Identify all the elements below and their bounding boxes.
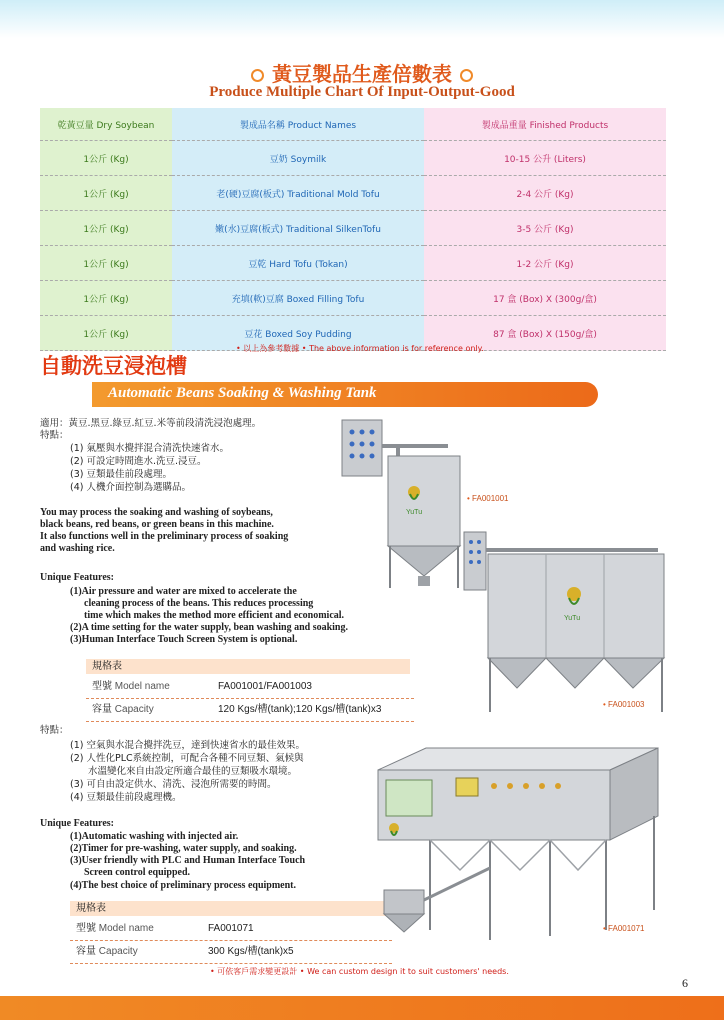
header-product-names: 製成品名稱 Product Names — [172, 108, 424, 141]
capacity-value: 120 Kgs/槽(tank);120 Kgs/槽(tank)x3 — [218, 704, 382, 715]
control-panel — [342, 420, 382, 476]
spec-row-model — [86, 676, 414, 699]
machine-logo-text: YuTu — [406, 509, 423, 516]
spec-label — [76, 941, 138, 963]
table-cell: 豆花 Boxed Soy Pudding — [172, 316, 424, 351]
table-row — [40, 211, 666, 246]
feature-item-en: (1)Automatic washing with injected air. — [70, 831, 239, 842]
bottom-band — [0, 996, 724, 1020]
spec-table-title: 規格表 — [70, 901, 388, 916]
model-tag-fa001071 — [603, 924, 645, 933]
spec-row-capacity — [70, 941, 392, 964]
custom-design-note: • 可依客戶需求變更設計 • We can custom design it to suit customers' needs. — [210, 967, 509, 976]
logo-icon — [408, 486, 420, 498]
features-label-cn: 特點： — [40, 430, 69, 441]
control-panel — [464, 532, 486, 590]
apply-text: 適用：黃豆.黑豆.綠豆.紅豆.米等前段清洗浸泡處理。 — [40, 418, 262, 429]
intro-line: It also functions well in the preliminary process of soaking — [40, 531, 289, 542]
intro-line: You may process the soaking and washing of soybeans, — [40, 507, 273, 518]
table-cell: 87 盒 (Box) X (150g/盒) — [424, 316, 666, 351]
table-cell: 嫩(水)豆腐(板式) Traditional SilkenTofu — [172, 211, 424, 246]
feature-item-en: Screen control equipped. — [84, 867, 191, 878]
table-cell: 17 盒 (Box) X (300g/盒) — [424, 281, 666, 316]
table-cell: 1公斤 (Kg) — [40, 246, 172, 281]
page-number: 6 — [682, 976, 688, 990]
table-cell: 1-2 公斤 (Kg) — [424, 246, 666, 281]
feature-item-cn: (1) 氣壓與水攪拌混合清洗快速省水。 — [70, 443, 229, 454]
table-cell: 1公斤 (Kg) — [40, 141, 172, 176]
bullet-icon: • — [467, 494, 473, 503]
table-row — [40, 281, 666, 316]
unique-features-label: Unique Features: — [40, 572, 114, 583]
table-row — [40, 246, 666, 281]
model-value: FA001071 — [208, 923, 254, 934]
table-cell: 豆奶 Soymilk — [172, 141, 424, 176]
table-cell: 1公斤 (Kg) — [40, 211, 172, 246]
label-cn: 容量 — [76, 946, 96, 957]
feature-item-en: (1)Air pressure and water are mixed to accelerate the — [70, 586, 297, 597]
top-band — [0, 0, 724, 38]
label-en: Model name — [114, 681, 170, 692]
machine-logo-text: YuTu — [564, 615, 581, 622]
header-dry-soybean: 乾黃豆量 Dry Soybean — [40, 108, 172, 141]
tag-text: FA001071 — [608, 924, 645, 933]
table-cell: 老(硬)豆腐(板式) Traditional Mold Tofu — [172, 176, 424, 211]
model-tag-fa001001 — [467, 494, 509, 503]
yield-table — [40, 108, 666, 351]
spec-label — [92, 699, 154, 721]
feature-item-cn: (3) 可自由設定供水、清洗、浸泡所需要的時間。 — [70, 779, 277, 790]
label-cn: 型號 — [76, 923, 96, 934]
capacity-value: 300 Kgs/槽(tank)x5 — [208, 946, 294, 957]
feature-item-en: time which makes the method more efficient and economical. — [84, 610, 345, 621]
feature-item-cn: (4) 豆類最佳前段處理機。 — [70, 792, 182, 803]
model-tag-fa001003 — [603, 700, 645, 709]
table-cell: 1公斤 (Kg) — [40, 176, 172, 211]
spec-table-title: 規格表 — [86, 659, 410, 674]
table-cell: 10-15 公升 (Liters) — [424, 141, 666, 176]
bullet-icon: • — [603, 700, 609, 709]
touch-screen — [456, 778, 478, 796]
table-cell: 2-4 公斤 (Kg) — [424, 176, 666, 211]
spec-label — [76, 918, 154, 940]
table-row — [40, 141, 666, 176]
table-cell: 1公斤 (Kg) — [40, 281, 172, 316]
table-cell: 1公斤 (Kg) — [40, 316, 172, 351]
label-en: Capacity — [114, 704, 154, 715]
label-en: Model name — [98, 923, 154, 934]
feature-item-cn: (2) 可設定時間進水.洗豆.浸豆。 — [70, 456, 207, 467]
tag-text: FA001001 — [472, 494, 509, 503]
feature-item-cn: (4) 人機介面控制為選購品。 — [70, 482, 191, 493]
page-title-cn — [0, 58, 724, 87]
bullet-icon: • — [603, 924, 609, 933]
feature-item-cn: (3) 豆類最佳前段處理。 — [70, 469, 172, 480]
spec-label — [92, 676, 170, 698]
page-title-en: Produce Multiple Chart Of Input-Output-Good — [209, 84, 515, 100]
section-banner-text: Automatic Beans Soaking & Washing Tank — [108, 385, 377, 401]
label-en: Capacity — [98, 946, 138, 957]
features-label-cn: 特點： — [40, 725, 69, 736]
model-value: FA001001/FA001003 — [218, 681, 312, 692]
control-panel — [386, 780, 432, 816]
label-cn: 容量 — [92, 704, 112, 715]
tank-body — [488, 554, 664, 658]
feature-item-cn: 水溫變化來自由設定所適合最佳的豆類吸水環境。 — [88, 766, 298, 777]
spec-row-capacity — [86, 699, 414, 722]
feature-item-cn: (1) 空氣與水混合攪拌洗豆，達到快速省水的最佳效果。 — [70, 740, 305, 751]
section-title-cn: 自動洗豆浸泡槽 — [40, 354, 187, 378]
feature-item-en: (2)Timer for pre-washing, water supply, and soaking. — [70, 843, 297, 854]
title-cn-text: 黃豆製品生產倍數表 — [272, 62, 452, 86]
tank-body — [388, 456, 460, 546]
machine-fa001071-image — [370, 740, 666, 952]
panel-buttons — [350, 430, 375, 459]
feature-item-en: (2)A time setting for the water supply, bean washing and soaking. — [70, 622, 348, 633]
header-finished-products: 製成品重量 Finished Products — [424, 108, 666, 141]
reference-note: • 以上為參考數據 • The above information is for reference only. — [236, 344, 484, 353]
tag-text: FA001003 — [608, 700, 645, 709]
unique-features-label: Unique Features: — [40, 818, 114, 829]
spec-row-model — [70, 918, 392, 941]
table-cell: 3-5 公斤 (Kg) — [424, 211, 666, 246]
discharge-hopper — [384, 890, 424, 914]
machine-fa001003-image — [458, 528, 672, 716]
feature-item-en: (4)The best choice of preliminary process equipment. — [70, 880, 297, 891]
table-cell: 充填(軟)豆腐 Boxed Filling Tofu — [172, 281, 424, 316]
intro-line: black beans, red beans, or green beans in this machine. — [40, 519, 274, 530]
dot-icon — [251, 69, 264, 82]
feature-item-en: (3)Human Interface Touch Screen System is optional. — [70, 634, 298, 645]
dot-icon — [460, 69, 473, 82]
label-cn: 型號 — [92, 681, 112, 692]
table-row — [40, 176, 666, 211]
machine-fa001001-image — [338, 416, 468, 590]
table-header-row — [40, 108, 666, 141]
table-cell: 豆乾 Hard Tofu (Tokan) — [172, 246, 424, 281]
intro-line: and washing rice. — [40, 543, 115, 554]
feature-item-en: (3)User friendly with PLC and Human Interface Touch — [70, 855, 306, 866]
feature-item-en: cleaning process of the beans. This reduces processing — [84, 598, 314, 609]
feature-item-cn: (2) 人性化PLC系統控制，可配合各種不同豆類、氣候與 — [70, 753, 304, 764]
